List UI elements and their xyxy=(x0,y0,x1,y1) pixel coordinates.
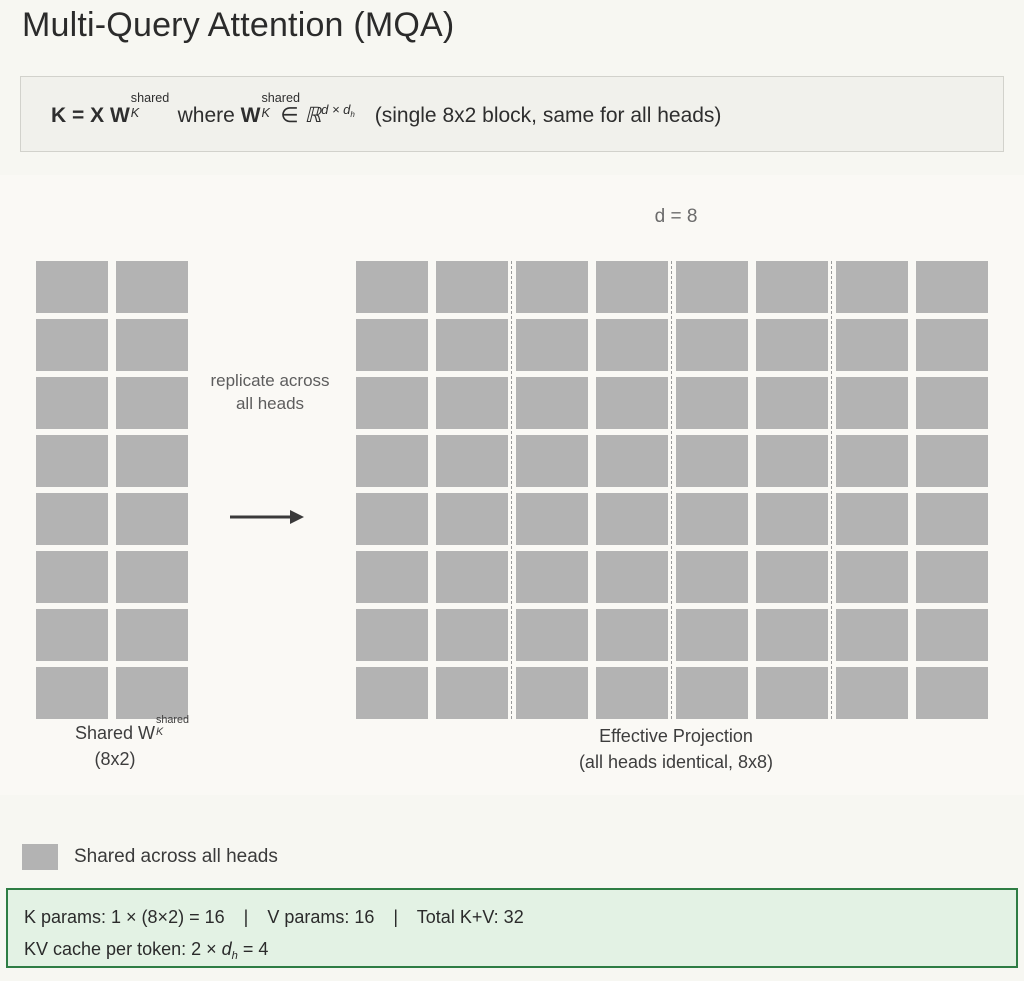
effective-matrix-cell xyxy=(836,667,908,719)
legend xyxy=(22,844,278,870)
effective-matrix-cell xyxy=(916,609,988,661)
effective-matrix-cell xyxy=(516,435,588,487)
shared-matrix-cell xyxy=(116,667,188,719)
page-title: Multi-Query Attention (MQA) xyxy=(22,6,455,44)
effective-matrix-cell xyxy=(836,435,908,487)
effective-matrix-cell xyxy=(356,551,428,603)
effective-matrix-cell xyxy=(836,319,908,371)
legend-swatch-shared xyxy=(22,844,58,870)
shared-matrix-cell xyxy=(116,551,188,603)
effective-matrix-cell xyxy=(676,493,748,545)
effective-matrix-cell xyxy=(836,377,908,429)
shared-matrix-cell xyxy=(36,435,108,487)
effective-matrix-cell xyxy=(516,319,588,371)
stats-line-params xyxy=(24,902,1000,934)
effective-matrix-cell xyxy=(916,261,988,313)
effective-matrix-cell xyxy=(916,551,988,603)
shared-matrix-caption-line1: Shared W shared K xyxy=(74,713,190,743)
stats-separator-1: | xyxy=(243,907,249,927)
effective-matrix-cell xyxy=(676,435,748,487)
shared-matrix-cell xyxy=(36,261,108,313)
effective-matrix-cell xyxy=(596,319,668,371)
effective-matrix-cell xyxy=(756,609,828,661)
head-separator xyxy=(511,261,512,719)
formula-space-superscript: d × dh xyxy=(321,102,355,120)
formula-text: K = X W shared K where W shared K ∈ ℝ$^{d \times d_h}$ (single 8x2 block, same for all heads) xyxy=(51,90,722,127)
shared-matrix-caption-line2: (8x2) xyxy=(94,749,136,770)
stats-box xyxy=(6,888,1018,968)
shared-weight-matrix xyxy=(36,261,188,719)
shared-matrix-cell xyxy=(36,493,108,545)
effective-matrix-cell xyxy=(916,667,988,719)
cache-prefix: KV cache per token: 2 × xyxy=(24,938,222,959)
effective-matrix-cell xyxy=(756,261,828,313)
effective-matrix-cell xyxy=(436,377,508,429)
effective-matrix-cell xyxy=(516,667,588,719)
formula-where: where xyxy=(177,103,235,127)
formula-w-symbol: W xyxy=(240,103,261,127)
effective-matrix-cell xyxy=(436,435,508,487)
effective-matrix-cell xyxy=(436,493,508,545)
effective-matrix-cell xyxy=(436,319,508,371)
shared-matrix-cell xyxy=(116,609,188,661)
effective-matrix-cell xyxy=(516,551,588,603)
formula-space-symbol: ℝ xyxy=(304,103,322,127)
effective-caption-line2: (all heads identical, 8x8) xyxy=(578,751,774,772)
effective-matrix-cell xyxy=(596,261,668,313)
cache-dh-symbol: d xyxy=(221,938,232,959)
effective-matrix-cell xyxy=(676,261,748,313)
effective-matrix-cell xyxy=(356,261,428,313)
effective-matrix-cell xyxy=(516,609,588,661)
shared-matrix-cell xyxy=(36,667,108,719)
effective-matrix-cell xyxy=(356,319,428,371)
shared-matrix-cell xyxy=(116,261,188,313)
effective-matrix-cell xyxy=(516,261,588,313)
effective-matrix-cell xyxy=(916,377,988,429)
shared-matrix-cell xyxy=(116,493,188,545)
effective-matrix-cell xyxy=(836,609,908,661)
effective-matrix-cell xyxy=(916,493,988,545)
effective-matrix-cell xyxy=(596,609,668,661)
formula-note: (single 8x2 block, same for all heads) xyxy=(374,103,722,127)
stats-separator-2: | xyxy=(393,907,399,927)
effective-matrix-cell xyxy=(756,667,828,719)
effective-matrix-cell xyxy=(516,377,588,429)
effective-matrix-cell xyxy=(756,493,828,545)
effective-matrix-cell xyxy=(836,551,908,603)
shared-matrix-cell xyxy=(36,551,108,603)
effective-matrix-cell xyxy=(916,435,988,487)
effective-matrix-cell xyxy=(356,493,428,545)
effective-matrix-cell xyxy=(436,609,508,661)
shared-matrix-cell xyxy=(36,377,108,429)
k-params-text: K params: 1 × (8×2) = 16 xyxy=(24,907,225,927)
shared-matrix-cell xyxy=(36,609,108,661)
effective-matrix-cell xyxy=(596,435,668,487)
cache-dh-subscript: h xyxy=(231,949,238,962)
formula-lhs: K = X W xyxy=(51,103,130,127)
v-params-text: V params: 16 xyxy=(267,907,375,927)
effective-matrix-cell xyxy=(756,435,828,487)
effective-matrix-cell xyxy=(356,609,428,661)
effective-matrix-cell xyxy=(676,377,748,429)
effective-matrix-cell xyxy=(356,377,428,429)
effective-matrix-cell xyxy=(676,319,748,371)
effective-matrix-cell xyxy=(836,261,908,313)
arrow-right-icon xyxy=(230,508,304,526)
head-separator xyxy=(831,261,832,719)
effective-matrix-cell xyxy=(756,319,828,371)
stats-line-cache xyxy=(24,934,1000,966)
effective-matrix-cell xyxy=(596,493,668,545)
effective-matrix-cell xyxy=(756,377,828,429)
shared-matrix-cell xyxy=(116,377,188,429)
effective-projection-caption xyxy=(356,724,996,775)
formula-box xyxy=(20,76,1004,152)
effective-matrix-cell xyxy=(356,667,428,719)
shared-matrix-caption xyxy=(0,713,230,772)
effective-matrix-cell xyxy=(516,493,588,545)
effective-matrix-cell xyxy=(436,667,508,719)
total-kv-text: Total K+V: 32 xyxy=(416,907,524,927)
effective-matrix-cell xyxy=(916,319,988,371)
replicate-label-line2: all heads xyxy=(235,393,305,413)
cache-suffix: = 4 xyxy=(237,938,269,959)
effective-matrix-cell xyxy=(436,551,508,603)
replicate-label-line1: replicate across xyxy=(210,371,330,390)
effective-projection-matrix xyxy=(356,261,988,719)
effective-matrix-cell xyxy=(596,667,668,719)
replicate-label xyxy=(196,370,344,416)
effective-matrix-cell xyxy=(676,667,748,719)
effective-matrix-cell xyxy=(596,551,668,603)
effective-matrix-cell xyxy=(676,609,748,661)
effective-caption-line1: Effective Projection xyxy=(599,726,753,746)
shared-matrix-cell xyxy=(116,435,188,487)
effective-matrix-cell xyxy=(436,261,508,313)
effective-matrix-cell xyxy=(676,551,748,603)
head-separator xyxy=(671,261,672,719)
effective-matrix-cell xyxy=(836,493,908,545)
shared-matrix-cell xyxy=(116,319,188,371)
shared-matrix-cell xyxy=(36,319,108,371)
formula-in-symbol: ∈ xyxy=(280,103,299,127)
effective-matrix-cell xyxy=(356,435,428,487)
effective-matrix-cell xyxy=(756,551,828,603)
effective-matrix-cell xyxy=(596,377,668,429)
dimension-label: d = 8 xyxy=(654,206,698,227)
legend-label-shared: Shared across all heads xyxy=(74,846,278,867)
